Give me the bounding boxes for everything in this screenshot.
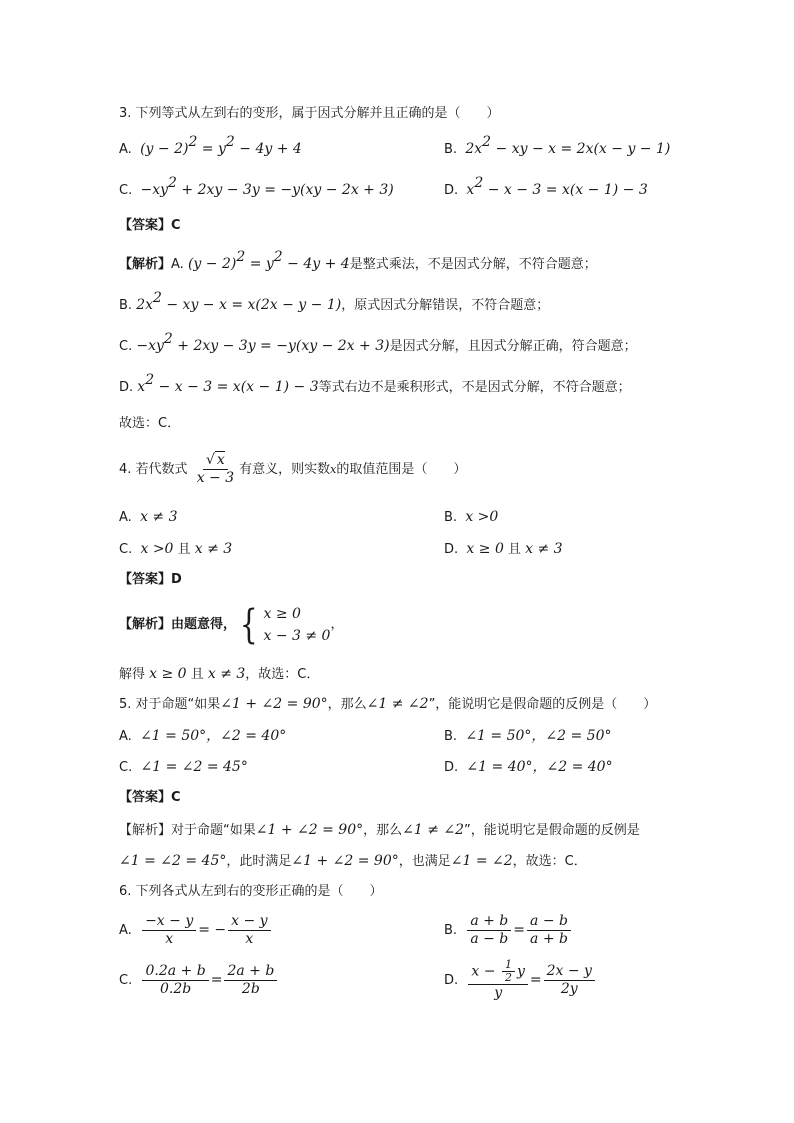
q3-analysis-a: 【解析】A. $(y - 2)^2 = y^2 - 4y + 4$是整式乘法，不是因式分解，不符合题意； xyxy=(119,249,597,272)
q5-option-d: D. ∠1 = 40°，∠2 = 40° xyxy=(444,759,613,775)
q4-option-d: D. x ≥ 0 且 x ≠ 3 xyxy=(444,541,563,557)
q4-option-a: A. x ≠ 3 xyxy=(119,509,178,525)
q3-stem: 3. 下列等式从左到右的变形，属于因式分解并且正确的是（ ） xyxy=(119,106,500,121)
q5-analysis-2: ∠1 = ∠2 = 45°，此时满足∠1 + ∠2 = 90°，也满足∠1 = ∠2，故选：C． xyxy=(119,853,587,869)
q3-option-d: D. $x^2 - x - 3 = x(x - 1) - 3$ xyxy=(444,175,648,198)
q3-analysis-b: B. $2x^2$ − xy − x = x(2x − y − 1)，原式因式分解错误，不符合题意； xyxy=(119,290,550,313)
q5-answer: 【答案】C xyxy=(119,790,181,805)
q3-option-b: B. $2x^2$ − xy − x = 2x(x − y − 1) xyxy=(444,134,671,157)
q6-option-d: D. x − $\frac{1}{2}$ y y = $\frac{2x - y}{2y}$ xyxy=(444,952,597,1009)
q4-answer: 【答案】D xyxy=(119,572,182,587)
q3-option-a: A. $(y - 2)^2 = y^2 - 4y + 4$ xyxy=(119,134,302,157)
q5-option-b: B. ∠1 = 50°，∠2 = 50° xyxy=(444,728,612,744)
q4-stem: 4. 若代数式 $\frac{√ x}{x - 3}$ 有意义，则实数x的取值范围是（ ） xyxy=(119,452,467,486)
q4-solution: 解得 x ≥ 0 且 x ≠ 3，故选：C． xyxy=(119,666,320,682)
q4-option-b: B. x >0 xyxy=(444,509,499,525)
q4-analysis: 【解析】由题意得，{ x ≥ 0 x − 3 ≠ 0 ， xyxy=(119,601,344,648)
q3-analysis-c: C. $-xy^2 + 2xy - 3y = -y(xy - 2x + 3)$是因式分解，且因式分解正确，符合题意； xyxy=(119,331,637,354)
q6-option-a: A. $\frac{-x - y}{x}$ = − $\frac{x - y}{x}$ xyxy=(119,910,273,951)
q3-option-c: C. $-xy^2 + 2xy - 3y = -y(xy - 2x + 3)$ xyxy=(119,175,394,198)
q5-analysis-1: 【解析】对于命题“如果∠1 + ∠2 = 90°，那么∠1 ≠ ∠2”，能说明它是假命题的反例是 xyxy=(119,822,640,838)
q3-answer: 【答案】C xyxy=(119,218,181,233)
q6-option-c: C. $\frac{0.2a + b}{0.2b}$ = $\frac{2a + b}{2b}$ xyxy=(119,960,279,1001)
q4-option-c: C. x >0 且 x ≠ 3 xyxy=(119,541,233,557)
q3-analysis-d: D. $x^2 - x - 3 = x(x - 1) - 3$等式右边不是乘积形式，不是因式分解，不符合题意； xyxy=(119,372,631,395)
q3-conclusion: 故选：C． xyxy=(119,416,181,431)
q6-option-b: B. $\frac{a + b}{a - b}$ = $\frac{a - b}{a + b}$ xyxy=(444,910,573,951)
q5-option-a: A. ∠1 = 50°，∠2 = 40° xyxy=(119,728,287,744)
q5-stem: 5. 对于命题“如果∠1 + ∠2 = 90°，那么∠1 ≠ ∠2”，能说明它是假命题的反例是（ ） xyxy=(119,696,657,712)
q6-stem: 6. 下列各式从左到右的变形正确的是（ ） xyxy=(119,884,383,899)
q4-fraction: $\frac{√ x}{x - 3}$ xyxy=(196,452,235,486)
q5-option-c: C. ∠1 = ∠2 = 45° xyxy=(119,759,248,775)
